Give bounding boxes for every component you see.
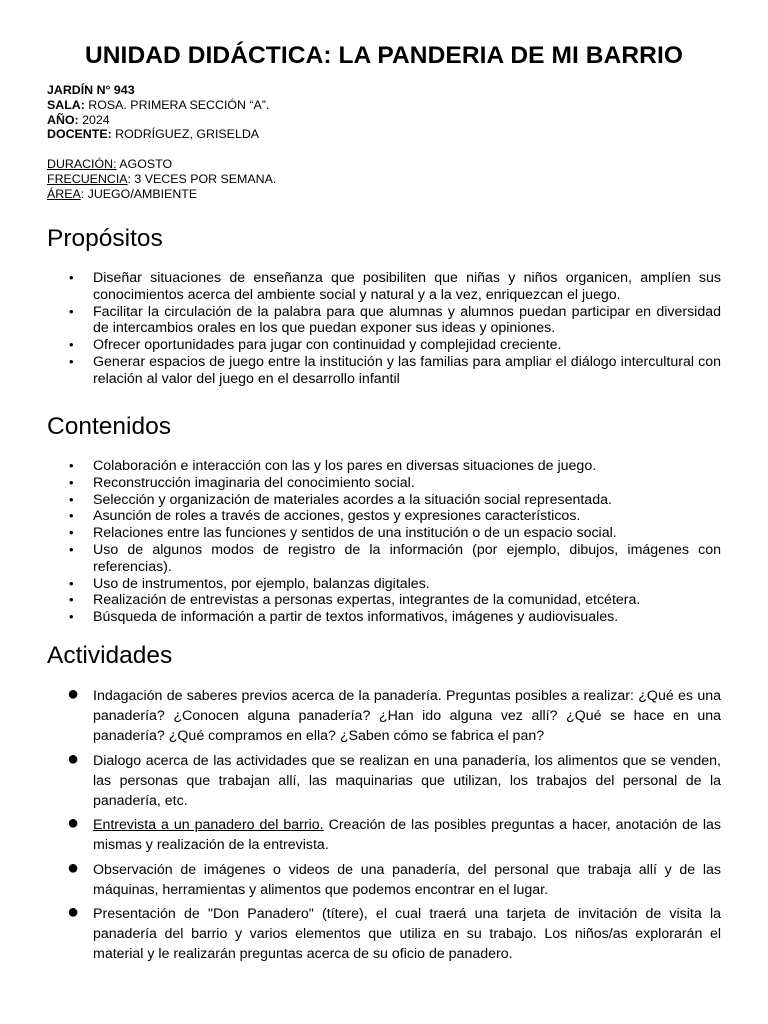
docente-value: RODRÍGUEZ, GRISELDA [111,127,260,142]
list-item-text: Selección y organización de materiales acordes a la situación social representada. [93,491,612,508]
list-item [47,812,721,855]
propositos-list [47,270,721,388]
actividades-list [47,683,721,965]
sala-value: ROSA. PRIMERA SECCIÓN “A”. [84,97,270,112]
bullet-icon: • [69,525,74,541]
docente-label: DOCENTE: [47,127,112,142]
contenidos-heading: Contenidos [47,413,171,440]
bullet-icon: • [69,575,74,591]
bullet-icon: • [69,609,74,625]
list-item [47,475,721,492]
docente-line [47,127,276,142]
anio-label: AÑO: [47,112,79,127]
duracion-label: DURACIÓN: [47,156,117,171]
list-item-text: Colaboración e interacción con las y los pares en diversas situaciones de juego. [93,458,597,474]
document-header-info [47,83,276,201]
list-item [47,458,721,475]
bullet-icon: • [69,474,74,490]
area-line [47,187,276,202]
list-item [47,492,721,509]
list-item-text: Uso de instrumentos, por ejemplo, balanzas digitales. [93,575,430,592]
list-item [47,576,721,593]
bullet-icon: ● [67,812,80,835]
list-item-text: Facilitar la circulación de la palabra para que alumnas y alumnos puedan participar en diversidad de intercambios orales en los que puedan exponer sus ideas y opiniones. [93,303,721,337]
anio-line [47,113,276,128]
list-item-text: Asunción de roles a través de acciones, gestos y expresiones característicos. [93,508,581,525]
document-title: UNIDAD DIDÁCTICA: LA PANDERIA DE MI BARRIO [84,42,684,69]
list-item-text: Observación de imágenes o videos de una panadería, del personal que trabaja allí y de las máquinas, herramientas y alimentos que podemos encontrar en el lugar. [93,861,721,898]
list-item [47,683,721,747]
contenidos-list [47,458,721,626]
bullet-icon: • [69,270,74,285]
list-item [47,747,721,812]
area-value: : JUEGO/AMBIENTE [80,186,198,201]
bullet-icon: • [69,541,74,557]
bullet-icon: • [69,303,74,319]
bullet-icon: • [69,491,74,507]
list-item [47,304,721,338]
entrevista-rest-text: Creación de las posibles preguntas a hacer, anotación de las mismas y realización de la entrevista. [93,817,721,854]
list-item [47,856,721,900]
list-item-text: Diseñar situaciones de enseñanza que posibiliten que niñas y niños organicen, amplíen sus conocimientos acerca del ambiente social y natural y a la vez, enriquezcan el juego. [93,270,721,303]
bullet-icon: • [69,337,74,353]
bullet-icon: ● [67,856,80,879]
bullet-icon: • [69,592,74,608]
list-item [47,542,721,576]
bullet-icon: • [69,458,74,473]
list-item-text: Dialogo acerca de las actividades que se realizan en una panadería, los alimentos que se venden, las personas que trabajan allí, las maquinarias que utilizan, los trabajos del personal de la panadería, etc. [93,752,721,810]
list-item [47,354,721,388]
list-item-text: Búsqueda de información a partir de textos informativos, imágenes y audiovisuales. [93,609,619,626]
list-item-text: Ofrecer oportunidades para jugar con continuidad y complejidad creciente. [93,337,562,354]
list-item-text: Generar espacios de juego entre la institución y las familias para ampliar el diálogo intercultural con relación al valor del juego en el desarrollo infantil [93,353,721,387]
duracion-line [47,157,276,172]
list-item [47,609,721,626]
list-item-text: Reconstrucción imaginaria del conocimiento social. [93,474,415,491]
duracion-value: AGOSTO [116,156,173,171]
entrevista-underlined-text: Entrevista a un panadero del barrio. [93,817,324,834]
list-item-text: Indagación de saberes previos acerca de la panadería. Preguntas posibles a realizar: ¿Qué es una panadería? ¿Conocen alguna panadería? ¿Han ido alguna vez allí? ¿Qué se hace en una panadería? ¿Qué compramos en ella? ¿Saben cómo se fabrica el pan? [93,688,721,745]
list-item [47,508,721,525]
list-item [47,337,721,354]
sala-label: SALA: [47,97,85,112]
list-item-text: Uso de algunos modos de registro de la información (por ejemplo, dibujos, imágenes con referencias). [93,541,721,575]
bullet-icon: ● [67,747,80,770]
header-spacer [47,142,276,157]
propositos-heading: Propósitos [47,225,163,252]
list-item-text: Realización de entrevistas a personas expertas, integrantes de la comunidad, etcétera. [93,592,641,609]
list-item [47,592,721,609]
bullet-icon: ● [67,683,80,705]
sala-line [47,98,276,113]
actividades-heading: Actividades [47,642,173,669]
jardin-text: JARDÍN N° 943 [47,83,135,97]
bullet-icon: • [69,353,74,369]
bullet-icon: • [69,508,74,524]
bullet-icon: ● [67,901,80,924]
jardin-line [47,83,276,98]
list-item [47,270,721,304]
anio-value: 2024 [78,112,110,127]
frecuencia-label: FRECUENCIA [47,171,128,186]
list-item-text: Presentación de "Don Panadero" (títere), el cual traerá una tarjeta de invitación de visita la panadería del barrio y varios elementos que utiliza en su trabajo. Los niños/as explorarán el material y le realizarán preguntas acerca de su oficio de panadero. [93,906,721,963]
list-item [47,525,721,542]
frecuencia-value: : 3 VECES POR SEMANA. [127,171,277,186]
area-label: ÁREA [47,186,81,201]
list-item [47,901,721,965]
list-item-text: Relaciones entre las funciones y sentidos de una institución o de un espacio social. [93,525,617,542]
frecuencia-line [47,172,276,187]
